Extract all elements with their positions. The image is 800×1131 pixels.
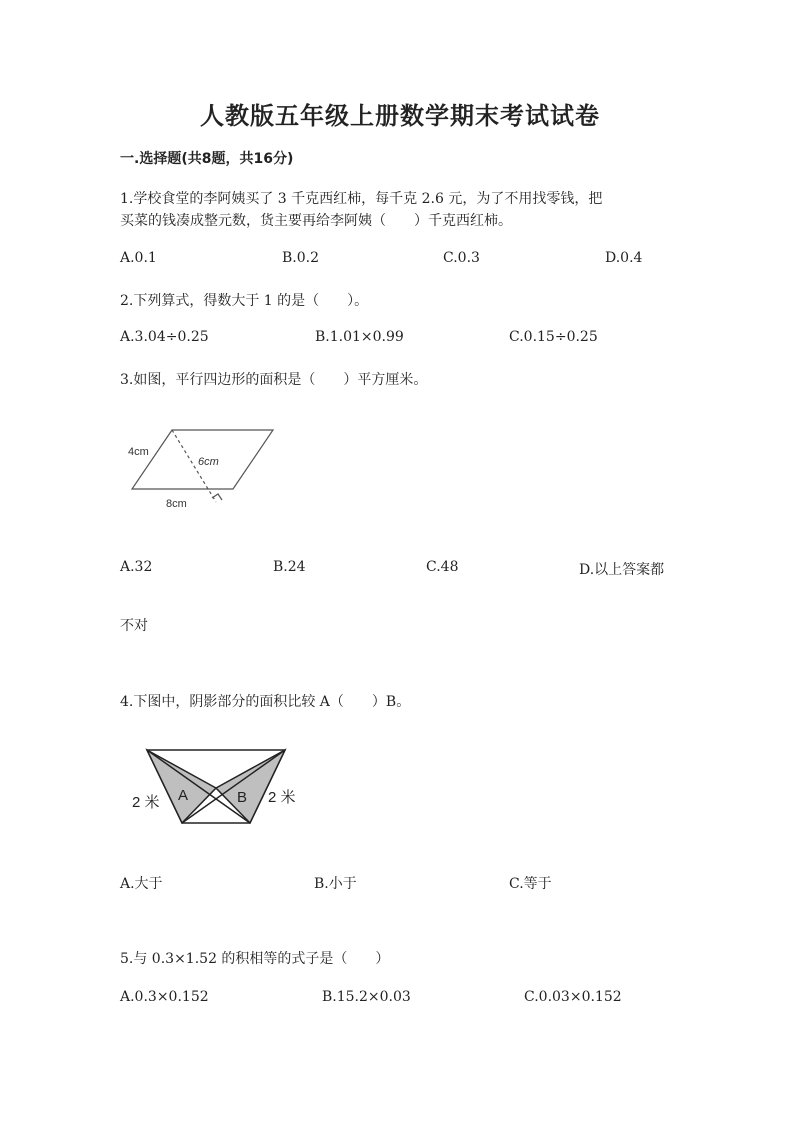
question-1-line-1: 1.学校食堂的李阿姨买了 3 千克西红柿，每千克 2.6 元，为了不用找零钱，把 [120,191,603,207]
question-1-option-b: B.0.2 [282,250,320,266]
question-3-option-b: B.24 [273,559,306,575]
question-5-option-a: A.0.3×0.152 [120,989,209,1005]
label-a: A [178,787,189,804]
height-label: 6cm [198,456,219,468]
question-5-line-1: 5.与 0.3×1.52 的积相等的式子是（ ） [120,951,390,967]
base-label: 8cm [166,498,187,510]
left-side-label: 2 米 [132,794,160,811]
label-b: B [237,789,248,806]
question-4-option-b: B.小于 [314,876,357,892]
question-2-option-a: A.3.04÷0.25 [120,329,209,345]
question-4-option-a: A.大于 [120,876,163,892]
question-4-option-c: C.等于 [509,876,552,892]
section-heading: 一.选择题(共8题，共16分) [120,151,294,167]
question-2-option-c: C.0.15÷0.25 [509,329,598,345]
question-1-option-c: C.0.3 [443,250,480,266]
question-3-option-a: A.32 [120,559,153,575]
question-1-option-a: A.0.1 [120,250,157,266]
question-2-line-1: 2.下列算式，得数大于 1 的是（ ）。 [120,293,369,309]
right-side-label: 2 米 [268,789,296,806]
question-1-line-2: 买菜的钱凑成整元数，货主要再给李阿姨（ ）千克西红柿。 [120,213,512,229]
question-3-option-d-continuation: 不对 [120,618,148,634]
question-3-option-d: D.以上答案都 [579,562,665,578]
question-5-option-b: B.15.2×0.03 [322,989,411,1005]
question-1-option-d: D.0.4 [605,250,643,266]
question-3-option-c: C.48 [426,559,459,575]
trapezoid-figure [120,740,320,835]
page-title: 人教版五年级上册数学期末考试试卷 [200,102,600,130]
question-4-line-1: 4.下图中，阴影部分的面积比较 A（ ）B。 [120,694,411,710]
parallelogram-figure [120,418,290,518]
question-2-option-b: B.1.01×0.99 [315,329,404,345]
right-angle-mark [212,494,222,500]
question-5-option-c: C.0.03×0.152 [524,989,622,1005]
side-label: 4cm [128,446,149,458]
question-3-line-1: 3.如图，平行四边形的面积是（ ）平方厘米。 [120,372,428,388]
